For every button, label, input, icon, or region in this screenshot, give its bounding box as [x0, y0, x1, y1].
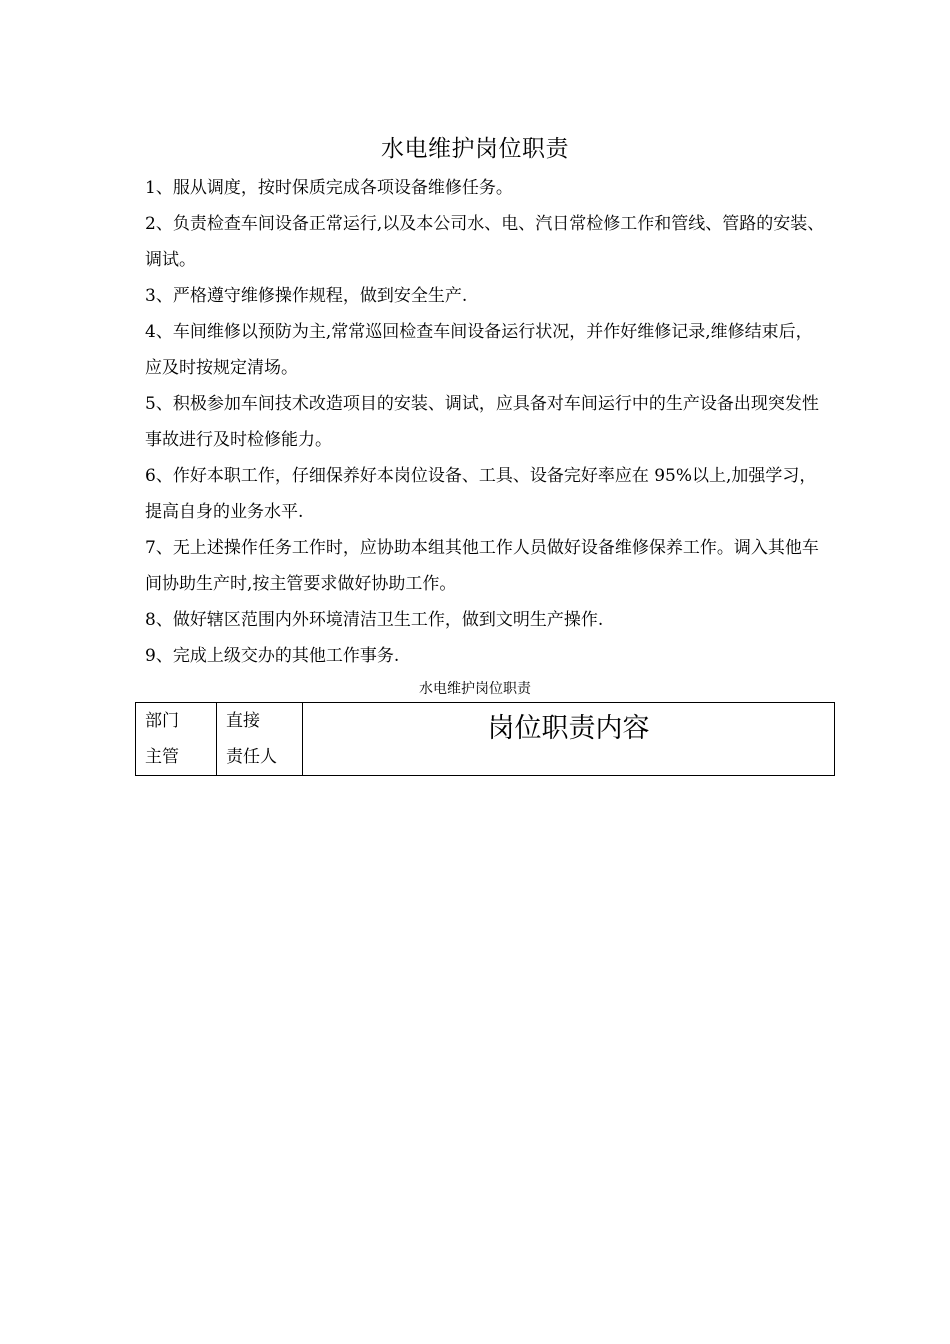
duty-item: 6、作好本职工作，仔细保养好本岗位设备、工具、设备完好率应在 95%以上,加强学习，提高自身的业务水平. — [145, 466, 817, 522]
duty-item: 5、积极参加车间技术改造项目的安装、调试，应具备对车间运行中的生产设备出现突发性事故进行及时检修能力。 — [145, 394, 819, 450]
duty-item: 1、服从调度，按时保质完成各项设备维修任务。 — [145, 178, 513, 198]
duty-list — [145, 170, 825, 674]
dept-supervisor-line-1: 部门 — [145, 711, 179, 731]
duty-item: 3、严格遵守维修操作规程，做到安全生产. — [145, 286, 468, 306]
duty-item: 2、负责检查车间设备正常运行,以及本公司水、电、汽日常检修工作和管线、管路的安装、调试。 — [145, 214, 825, 270]
table-row — [136, 703, 835, 776]
dept-supervisor-cell — [136, 703, 217, 776]
document-title: 水电维护岗位职责 — [381, 136, 569, 162]
duty-item: 8、做好辖区范围内外环境清洁卫生工作，做到文明生产操作. — [145, 610, 604, 630]
direct-responsible-cell — [217, 703, 303, 776]
direct-responsible-line-1: 直接 — [226, 711, 260, 731]
dept-supervisor-line-2: 主管 — [145, 747, 179, 767]
duty-content-cell — [303, 703, 835, 776]
duty-item: 4、车间维修以预防为主,常常巡回检查车间设备运行状况，并作好维修记录,维修结束后，应及时按规定清场。 — [145, 322, 813, 378]
duty-table — [135, 702, 835, 776]
direct-responsible-line-2: 责任人 — [226, 747, 277, 767]
duty-item: 9、完成上级交办的其他工作事务. — [145, 646, 400, 666]
table-caption: 水电维护岗位职责 — [419, 681, 531, 697]
duty-item: 7、无上述操作任务工作时，应协助本组其他工作人员做好设备维修保养工作。调入其他车间协助生产时,按主管要求做好协助工作。 — [145, 538, 819, 594]
duty-content-header: 岗位职责内容 — [487, 713, 650, 744]
